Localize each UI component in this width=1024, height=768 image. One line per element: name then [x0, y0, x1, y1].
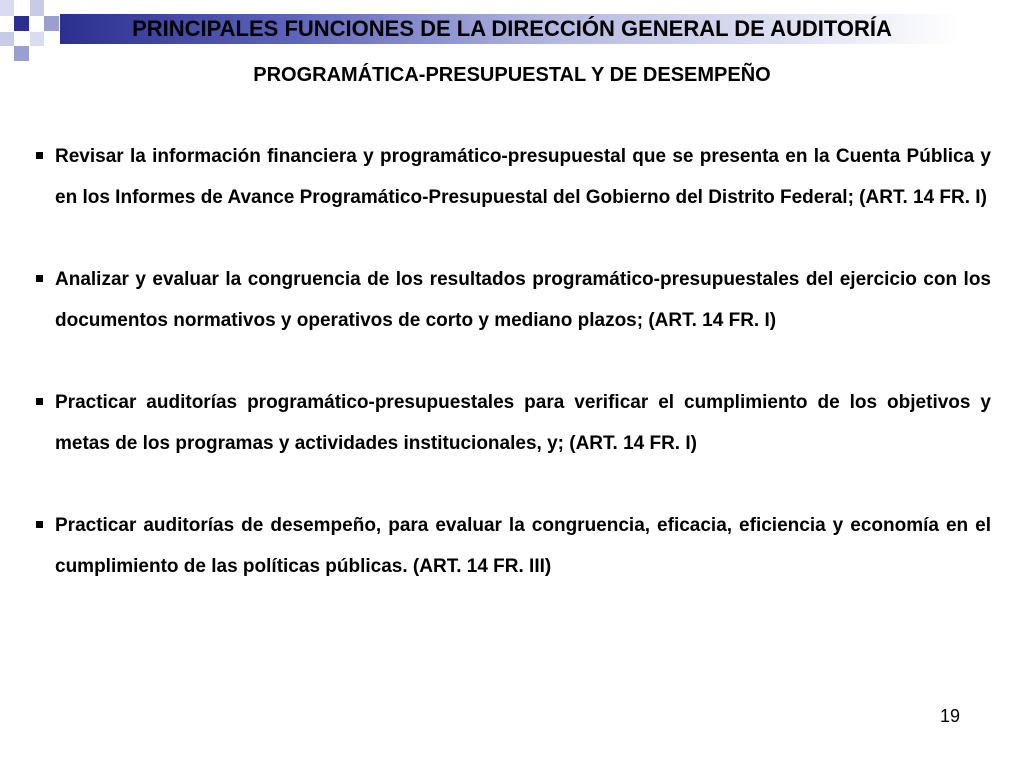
- list-item: [36, 382, 991, 464]
- slide-subtitle: PROGRAMÁTICA-PRESUPUESTAL Y DE DESEMPEÑO: [253, 64, 771, 86]
- deco-square: [0, 0, 14, 16]
- list-item: [36, 259, 991, 341]
- list-item-text: Revisar la información financiera y programático-presupuestal que se presenta en la Cuenta Pública y en los Informes de Avance Programático-Presupuestal del Gobierno del Distrito Federal; (ART. 14 FR. I): [55, 146, 991, 208]
- page-number: 19: [940, 706, 961, 726]
- list-item-text: Practicar auditorías programático-presupuestales para verificar el cumplimiento de los objetivos y metas de los programas y actividades institucionales, y; (ART. 14 FR. I): [55, 392, 991, 454]
- bullet-square-icon: [36, 521, 43, 528]
- function-list: [36, 136, 991, 628]
- list-item-text: Analizar y evaluar la congruencia de los resultados programático-presupuestales del ejercicio con los documentos normativos y operativos de corto y mediano plazos; (ART. 14 FR. I): [55, 269, 991, 331]
- list-item: [36, 136, 991, 218]
- deco-square: [30, 0, 44, 16]
- list-item: [36, 505, 991, 587]
- bullet-square-icon: [36, 275, 43, 282]
- deco-square: [14, 46, 29, 61]
- bullet-square-icon: [36, 152, 43, 159]
- bullet-square-icon: [36, 398, 43, 405]
- slide-title: PRINCIPALES FUNCIONES DE LA DIRECCIÓN GENERAL DE AUDITORÍA: [132, 16, 892, 41]
- list-item-text: Practicar auditorías de desempeño, para evaluar la congruencia, eficacia, eficiencia y economía en el cumplimiento de las políticas públicas. (ART. 14 FR. III): [55, 515, 991, 577]
